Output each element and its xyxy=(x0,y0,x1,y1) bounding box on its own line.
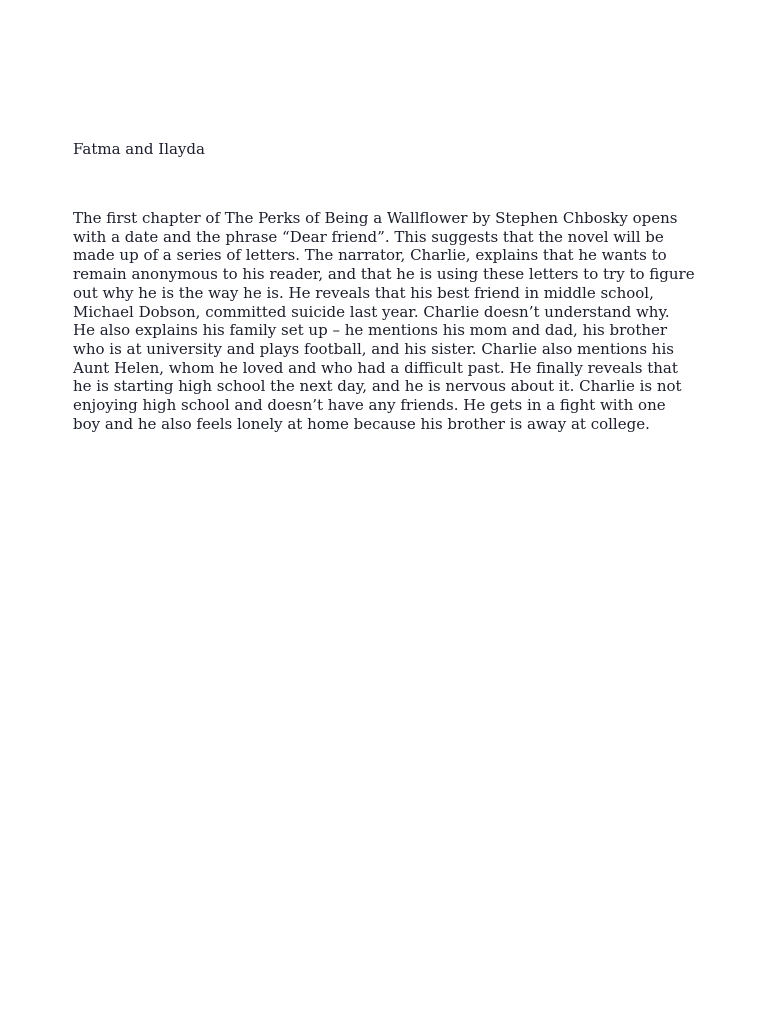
paragraph-line: The first chapter of The Perks of Being a Wallflower by Stephen Chbosky opens xyxy=(73,209,678,227)
paragraph-line: enjoying high school and doesn’t have any friends. He gets in a fight with one xyxy=(73,396,666,415)
paragraph-line: boy and he also feels lonely at home because his brother is away at college. xyxy=(73,414,650,433)
paragraph-line: with a date and the phrase “Dear friend”. This suggests that the novel will be xyxy=(73,227,664,246)
paragraph-line: He also explains his family set up – he mentions his mom and dad, his brother xyxy=(73,321,668,340)
paragraph-line: made up of a series of letters. The narrator, Charlie, explains that he wants to xyxy=(73,246,667,265)
paragraph-line: Aunt Helen, whom he loved and who had a difficult past. He finally reveals that xyxy=(73,358,678,377)
paragraph-line: Michael Dobson, committed suicide last year. Charlie doesn’t understand why. xyxy=(73,302,670,321)
summary-paragraph xyxy=(73,209,695,433)
paragraph-line: out why he is the way he is. He reveals that his best friend in middle school, xyxy=(73,283,654,302)
author-names: Fatma and Ilayda xyxy=(73,140,205,158)
paragraph-line: he is starting high school the next day, and he is nervous about it. Charlie is not xyxy=(73,377,682,396)
paragraph-line: who is at university and plays football, and his sister. Charlie also mentions his xyxy=(73,339,674,358)
paragraph-line: remain anonymous to his reader, and that he is using these letters to try to figure xyxy=(73,265,695,284)
